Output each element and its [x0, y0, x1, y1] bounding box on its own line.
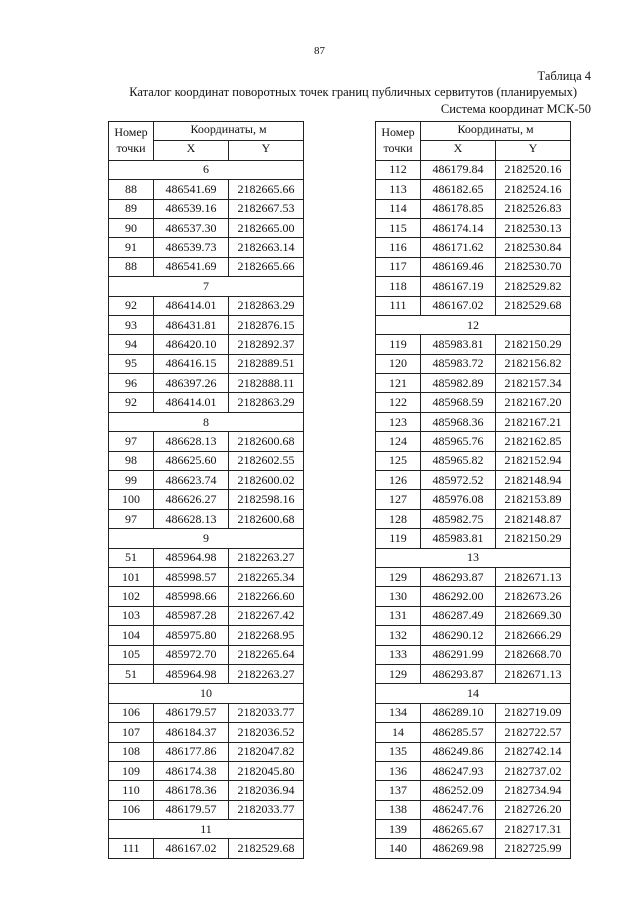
x-coordinate-cell: 485972.70 [154, 645, 229, 664]
group-number: 10 [109, 684, 304, 703]
y-coordinate-cell: 2182162.85 [496, 432, 571, 451]
x-coordinate-cell: 486247.93 [421, 761, 496, 780]
x-coordinate-cell: 486252.09 [421, 781, 496, 800]
table-row [109, 315, 304, 334]
y-coordinate-cell: 2182719.09 [496, 703, 571, 722]
point-number-cell: 88 [109, 257, 154, 276]
point-number-cell: 108 [109, 742, 154, 761]
table-row [109, 548, 304, 567]
table-row [376, 335, 571, 354]
header-x: X [421, 141, 496, 160]
table-row [109, 471, 304, 490]
group-number: 12 [376, 315, 571, 334]
x-coordinate-cell: 485998.66 [154, 587, 229, 606]
y-coordinate-cell: 2182153.89 [496, 490, 571, 509]
table-row [109, 374, 304, 393]
point-number-cell: 88 [109, 180, 154, 199]
y-coordinate-cell: 2182167.21 [496, 412, 571, 431]
point-number-cell: 99 [109, 471, 154, 490]
y-coordinate-cell: 2182665.66 [229, 180, 304, 199]
table-row [109, 335, 304, 354]
point-number-cell: 14 [376, 723, 421, 742]
y-coordinate-cell: 2182152.94 [496, 451, 571, 470]
x-coordinate-cell: 485968.36 [421, 412, 496, 431]
y-coordinate-cell: 2182663.14 [229, 238, 304, 257]
point-number-cell: 134 [376, 703, 421, 722]
y-coordinate-cell: 2182529.68 [229, 839, 304, 858]
point-number-cell: 119 [376, 335, 421, 354]
point-number-cell: 115 [376, 218, 421, 237]
point-number-cell: 114 [376, 199, 421, 218]
point-number-cell: 112 [376, 160, 421, 179]
table-row [109, 587, 304, 606]
group-header-row [376, 684, 571, 703]
y-coordinate-cell: 2182530.70 [496, 257, 571, 276]
x-coordinate-cell: 485965.76 [421, 432, 496, 451]
table-row [109, 664, 304, 683]
group-number: 11 [109, 820, 304, 839]
table-row [376, 742, 571, 761]
x-coordinate-cell: 486623.74 [154, 471, 229, 490]
point-number-cell: 91 [109, 238, 154, 257]
x-coordinate-cell: 486414.01 [154, 296, 229, 315]
point-number-cell: 93 [109, 315, 154, 334]
table-row [376, 296, 571, 315]
x-coordinate-cell: 486397.26 [154, 374, 229, 393]
table-row [109, 626, 304, 645]
y-coordinate-cell: 2182157.34 [496, 374, 571, 393]
y-coordinate-cell: 2182669.30 [496, 606, 571, 625]
x-coordinate-cell: 485983.81 [421, 335, 496, 354]
x-coordinate-cell: 485964.98 [154, 548, 229, 567]
table-row [376, 374, 571, 393]
group-number: 8 [109, 412, 304, 431]
header-point-number: Номер точки [376, 122, 421, 161]
coordinates-table-left [108, 121, 304, 859]
y-coordinate-cell: 2182892.37 [229, 335, 304, 354]
header-coordinates: Координаты, м [154, 122, 304, 141]
table-row [376, 800, 571, 819]
y-coordinate-cell: 2182033.77 [229, 800, 304, 819]
point-number-cell: 95 [109, 354, 154, 373]
x-coordinate-cell: 486247.76 [421, 800, 496, 819]
x-coordinate-cell: 486287.49 [421, 606, 496, 625]
group-header-row [109, 820, 304, 839]
point-number-cell: 107 [109, 723, 154, 742]
point-number-cell: 97 [109, 509, 154, 528]
x-coordinate-cell: 486177.86 [154, 742, 229, 761]
x-coordinate-cell: 486291.99 [421, 645, 496, 664]
y-coordinate-cell: 2182265.64 [229, 645, 304, 664]
x-coordinate-cell: 486626.27 [154, 490, 229, 509]
y-coordinate-cell: 2182036.94 [229, 781, 304, 800]
x-coordinate-cell: 486169.46 [421, 257, 496, 276]
y-coordinate-cell: 2182665.66 [229, 257, 304, 276]
x-coordinate-cell: 486293.87 [421, 664, 496, 683]
point-number-cell: 128 [376, 509, 421, 528]
table-row [109, 567, 304, 586]
y-coordinate-cell: 2182033.77 [229, 703, 304, 722]
x-coordinate-cell: 486179.84 [421, 160, 496, 179]
table-row [376, 626, 571, 645]
table-row [109, 199, 304, 218]
y-coordinate-cell: 2182737.02 [496, 761, 571, 780]
x-coordinate-cell: 486182.65 [421, 180, 496, 199]
x-coordinate-cell: 486628.13 [154, 432, 229, 451]
table-row [376, 257, 571, 276]
y-coordinate-cell: 2182671.13 [496, 567, 571, 586]
x-coordinate-cell: 485964.98 [154, 664, 229, 683]
y-coordinate-cell: 2182524.16 [496, 180, 571, 199]
x-coordinate-cell: 486541.69 [154, 257, 229, 276]
point-number-cell: 129 [376, 664, 421, 683]
table-row [376, 160, 571, 179]
table-caption: Каталог координат поворотных точек границ публичных сервитутов (планируемых) [129, 85, 577, 99]
table-row [376, 587, 571, 606]
point-number-cell: 122 [376, 393, 421, 412]
y-coordinate-cell: 2182045.80 [229, 761, 304, 780]
y-coordinate-cell: 2182148.87 [496, 509, 571, 528]
y-coordinate-cell: 2182150.29 [496, 529, 571, 548]
table-row [376, 606, 571, 625]
y-coordinate-cell: 2182734.94 [496, 781, 571, 800]
table-row [376, 393, 571, 412]
point-number-cell: 104 [109, 626, 154, 645]
x-coordinate-cell: 486420.10 [154, 335, 229, 354]
page-number: 87 [314, 45, 325, 57]
point-number-cell: 51 [109, 548, 154, 567]
table-row [109, 393, 304, 412]
point-number-cell: 97 [109, 432, 154, 451]
x-coordinate-cell: 485968.59 [421, 393, 496, 412]
x-coordinate-cell: 486167.02 [154, 839, 229, 858]
group-number: 6 [109, 160, 304, 179]
y-coordinate-cell: 2182726.20 [496, 800, 571, 819]
table-row [109, 645, 304, 664]
y-coordinate-cell: 2182600.68 [229, 509, 304, 528]
header-point-number: Номер точки [109, 122, 154, 161]
point-number-cell: 106 [109, 703, 154, 722]
y-coordinate-cell: 2182673.26 [496, 587, 571, 606]
table-row [109, 800, 304, 819]
point-number-cell: 125 [376, 451, 421, 470]
y-coordinate-cell: 2182266.60 [229, 587, 304, 606]
group-number: 14 [376, 684, 571, 703]
point-number-cell: 124 [376, 432, 421, 451]
y-coordinate-cell: 2182600.02 [229, 471, 304, 490]
x-coordinate-cell: 486171.62 [421, 238, 496, 257]
table-row [109, 354, 304, 373]
y-coordinate-cell: 2182600.68 [229, 432, 304, 451]
point-number-cell: 137 [376, 781, 421, 800]
y-coordinate-cell: 2182520.16 [496, 160, 571, 179]
y-coordinate-cell: 2182725.99 [496, 839, 571, 858]
x-coordinate-cell: 485982.89 [421, 374, 496, 393]
point-number-cell: 106 [109, 800, 154, 819]
x-coordinate-cell: 486414.01 [154, 393, 229, 412]
y-coordinate-cell: 2182665.00 [229, 218, 304, 237]
y-coordinate-cell: 2182667.53 [229, 199, 304, 218]
y-coordinate-cell: 2182263.27 [229, 548, 304, 567]
y-coordinate-cell: 2182148.94 [496, 471, 571, 490]
group-header-row [109, 277, 304, 296]
table-row [109, 723, 304, 742]
y-coordinate-cell: 2182156.82 [496, 354, 571, 373]
x-coordinate-cell: 486292.00 [421, 587, 496, 606]
x-coordinate-cell: 485976.08 [421, 490, 496, 509]
x-coordinate-cell: 486625.60 [154, 451, 229, 470]
y-coordinate-cell: 2182666.29 [496, 626, 571, 645]
point-number-cell: 111 [376, 296, 421, 315]
point-number-cell: 120 [376, 354, 421, 373]
point-number-cell: 140 [376, 839, 421, 858]
header-x: X [154, 141, 229, 160]
point-number-cell: 129 [376, 567, 421, 586]
table-row [376, 412, 571, 431]
table-row [376, 238, 571, 257]
y-coordinate-cell: 2182722.57 [496, 723, 571, 742]
table-row [376, 529, 571, 548]
y-coordinate-cell: 2182876.15 [229, 315, 304, 334]
table-row [109, 296, 304, 315]
y-coordinate-cell: 2182717.31 [496, 820, 571, 839]
table-row [109, 490, 304, 509]
y-coordinate-cell: 2182602.55 [229, 451, 304, 470]
point-number-cell: 126 [376, 471, 421, 490]
x-coordinate-cell: 486167.19 [421, 277, 496, 296]
x-coordinate-cell: 486416.15 [154, 354, 229, 373]
y-coordinate-cell: 2182529.82 [496, 277, 571, 296]
table-row [376, 199, 571, 218]
group-header-row [109, 529, 304, 548]
group-header-row [109, 160, 304, 179]
point-number-cell: 105 [109, 645, 154, 664]
table-row [376, 839, 571, 858]
y-coordinate-cell: 2182668.70 [496, 645, 571, 664]
y-coordinate-cell: 2182530.13 [496, 218, 571, 237]
point-number-cell: 119 [376, 529, 421, 548]
point-number-cell: 117 [376, 257, 421, 276]
x-coordinate-cell: 485965.82 [421, 451, 496, 470]
point-number-cell: 131 [376, 606, 421, 625]
x-coordinate-cell: 486269.98 [421, 839, 496, 858]
point-number-cell: 90 [109, 218, 154, 237]
point-number-cell: 110 [109, 781, 154, 800]
x-coordinate-cell: 486167.02 [421, 296, 496, 315]
table-row [109, 451, 304, 470]
x-coordinate-cell: 486178.36 [154, 781, 229, 800]
table-row [376, 180, 571, 199]
x-coordinate-cell: 486174.38 [154, 761, 229, 780]
x-coordinate-cell: 485982.75 [421, 509, 496, 528]
x-coordinate-cell: 486293.87 [421, 567, 496, 586]
point-number-cell: 139 [376, 820, 421, 839]
table-row [376, 664, 571, 683]
point-number-cell: 133 [376, 645, 421, 664]
point-number-cell: 135 [376, 742, 421, 761]
table-row [376, 781, 571, 800]
x-coordinate-cell: 486179.57 [154, 800, 229, 819]
table-row [376, 509, 571, 528]
table-row [376, 703, 571, 722]
y-coordinate-cell: 2182889.51 [229, 354, 304, 373]
x-coordinate-cell: 485987.28 [154, 606, 229, 625]
point-number-cell: 113 [376, 180, 421, 199]
y-coordinate-cell: 2182268.95 [229, 626, 304, 645]
y-coordinate-cell: 2182263.27 [229, 664, 304, 683]
y-coordinate-cell: 2182167.20 [496, 393, 571, 412]
y-coordinate-cell: 2182529.68 [496, 296, 571, 315]
x-coordinate-cell: 486184.37 [154, 723, 229, 742]
table-row [109, 257, 304, 276]
coordinates-table-right [375, 121, 571, 859]
point-number-cell: 123 [376, 412, 421, 431]
y-coordinate-cell: 2182863.29 [229, 296, 304, 315]
header-y: Y [496, 141, 571, 160]
table-row [376, 432, 571, 451]
x-coordinate-cell: 486249.86 [421, 742, 496, 761]
point-number-cell: 130 [376, 587, 421, 606]
point-number-cell: 118 [376, 277, 421, 296]
y-coordinate-cell: 2182047.82 [229, 742, 304, 761]
table-row [109, 761, 304, 780]
table-row [109, 839, 304, 858]
y-coordinate-cell: 2182888.11 [229, 374, 304, 393]
point-number-cell: 132 [376, 626, 421, 645]
point-number-cell: 100 [109, 490, 154, 509]
table-row [109, 781, 304, 800]
table-row [109, 432, 304, 451]
y-coordinate-cell: 2182530.84 [496, 238, 571, 257]
point-number-cell: 127 [376, 490, 421, 509]
y-coordinate-cell: 2182863.29 [229, 393, 304, 412]
point-number-cell: 98 [109, 451, 154, 470]
x-coordinate-cell: 486431.81 [154, 315, 229, 334]
table-row [109, 606, 304, 625]
group-header-row [109, 684, 304, 703]
x-coordinate-cell: 485972.52 [421, 471, 496, 490]
table-row [109, 218, 304, 237]
table-row [376, 490, 571, 509]
x-coordinate-cell: 486289.10 [421, 703, 496, 722]
x-coordinate-cell: 486628.13 [154, 509, 229, 528]
point-number-cell: 116 [376, 238, 421, 257]
point-number-cell: 101 [109, 567, 154, 586]
point-number-cell: 121 [376, 374, 421, 393]
header-coordinates: Координаты, м [421, 122, 571, 141]
point-number-cell: 92 [109, 393, 154, 412]
y-coordinate-cell: 2182265.34 [229, 567, 304, 586]
table-label: Таблица 4 [537, 69, 591, 83]
table-row [376, 723, 571, 742]
point-number-cell: 136 [376, 761, 421, 780]
y-coordinate-cell: 2182036.52 [229, 723, 304, 742]
point-number-cell: 92 [109, 296, 154, 315]
group-header-row [376, 315, 571, 334]
point-number-cell: 109 [109, 761, 154, 780]
table-row [376, 451, 571, 470]
group-header-row [109, 412, 304, 431]
point-number-cell: 103 [109, 606, 154, 625]
coordinate-system: Система координат МСК-50 [440, 102, 591, 116]
x-coordinate-cell: 486539.73 [154, 238, 229, 257]
group-header-row [376, 548, 571, 567]
x-coordinate-cell: 486539.16 [154, 199, 229, 218]
header-y: Y [229, 141, 304, 160]
point-number-cell: 111 [109, 839, 154, 858]
x-coordinate-cell: 486178.85 [421, 199, 496, 218]
point-number-cell: 94 [109, 335, 154, 354]
table-row [376, 471, 571, 490]
point-number-cell: 138 [376, 800, 421, 819]
y-coordinate-cell: 2182150.29 [496, 335, 571, 354]
x-coordinate-cell: 485983.81 [421, 529, 496, 548]
table-row [376, 761, 571, 780]
group-number: 9 [109, 529, 304, 548]
x-coordinate-cell: 486285.57 [421, 723, 496, 742]
table-row [376, 277, 571, 296]
x-coordinate-cell: 485998.57 [154, 567, 229, 586]
group-number: 13 [376, 548, 571, 567]
x-coordinate-cell: 485975.80 [154, 626, 229, 645]
x-coordinate-cell: 486537.30 [154, 218, 229, 237]
x-coordinate-cell: 485983.72 [421, 354, 496, 373]
y-coordinate-cell: 2182526.83 [496, 199, 571, 218]
point-number-cell: 51 [109, 664, 154, 683]
table-row [376, 218, 571, 237]
table-row [109, 238, 304, 257]
x-coordinate-cell: 486179.57 [154, 703, 229, 722]
table-row [109, 509, 304, 528]
point-number-cell: 96 [109, 374, 154, 393]
table-row [109, 703, 304, 722]
table-row [376, 820, 571, 839]
table-row [109, 180, 304, 199]
table-row [376, 645, 571, 664]
y-coordinate-cell: 2182671.13 [496, 664, 571, 683]
y-coordinate-cell: 2182598.16 [229, 490, 304, 509]
point-number-cell: 102 [109, 587, 154, 606]
x-coordinate-cell: 486174.14 [421, 218, 496, 237]
y-coordinate-cell: 2182742.14 [496, 742, 571, 761]
x-coordinate-cell: 486541.69 [154, 180, 229, 199]
table-row [376, 354, 571, 373]
table-row [376, 567, 571, 586]
x-coordinate-cell: 486290.12 [421, 626, 496, 645]
table-row [109, 742, 304, 761]
group-number: 7 [109, 277, 304, 296]
point-number-cell: 89 [109, 199, 154, 218]
x-coordinate-cell: 486265.67 [421, 820, 496, 839]
y-coordinate-cell: 2182267.42 [229, 606, 304, 625]
